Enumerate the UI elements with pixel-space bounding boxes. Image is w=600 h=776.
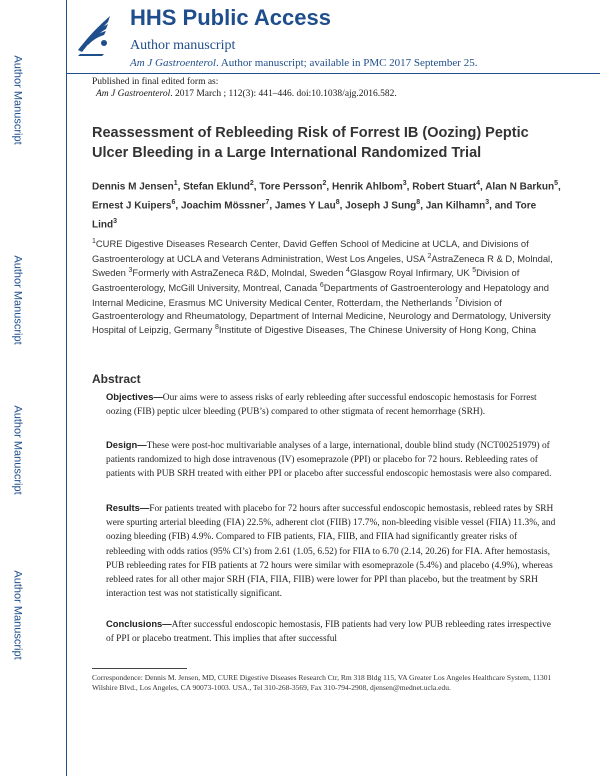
abstract-results	[106, 501, 558, 601]
affiliation-text: Division of Gastroenterology and Rheumatology, Department of Internal Medicine, Neurology and Dermatology, University Hospital of Leipzig, Germany	[92, 297, 551, 336]
journal-name: Am J Gastroenterol	[130, 57, 216, 69]
affiliation-number: 8	[214, 324, 219, 332]
affiliation-number: 3	[128, 267, 133, 275]
footnote-rule	[92, 668, 187, 669]
author-affiliation-mark: 8	[335, 198, 340, 206]
author-name: Alan N Barkun	[485, 181, 555, 193]
affiliation-text: Division of Gastroenterology, McGill University, Montreal, Canada	[92, 267, 520, 294]
author-affiliation-mark: 7	[265, 198, 270, 206]
objectives-text: Our aims were to assess risks of early rebleeding after successful endoscopic hemostasis for Forrest oozing (FIB) peptic ulcer bleeding (PUB’s) compared to other stigmata of recent hemorrhage (SRH).	[106, 393, 537, 418]
published-label: Published in final edited form as:	[92, 77, 219, 87]
design-label: Design—	[106, 439, 147, 450]
sidebar-label-text: Author Manuscript	[12, 570, 25, 660]
conclusions-text: After successful endoscopic hemostasis, FIB patients had very low PUB rebleeding rates irrespective of PPI or placebo treatment. This implies that after successful	[106, 620, 551, 645]
article-title: Reassessment of Rebleeding Risk of Forrest IB (Oozing) Peptic Ulcer Bleeding in a Large International Randomized Trial	[92, 125, 529, 161]
results-text: For patients treated with placebo for 72 hours after successful endoscopic hemostasis, rebleed rates by SRH were spurting arterial bleeding (FIA) 22.5%, adherent clot (FIIB) 17.7%, non-bleeding visible vessel (FIIA) 11.3%, and oozing bleeding (FIB) 4.9%. Compared to FIB patients, FIA, FIIB, and FIIA had significantly greater risks of rebleeding with odds ratios (95% CI’s) from 2.61 (1.05, 6.52) for FIIA to 6.70 (2.14, 20.26) for FIA. After hemostasis, PUB rebleeding rates for FIB patients at 72 hours were similar with esomeprazole (5.4%) and placebo (4.9%), whereas rebleed rates for all other major SRH (FIA, FIIA, FIIB) were lower for PPI than placebo, but the treatment by SRH interaction test was not statistically significant.	[106, 504, 556, 600]
sidebar-label-4	[4, 545, 32, 685]
design-text: These were post-hoc multivariable analyses of a large, international, double blind study (NCT00251979) of patients randomized to high dose intravenous (IV) esomeprazole (PPI) or placebo for 72 hours. Rebleeding rates of patients with PUB SRH treated with either PPI or placebo after successful endoscopic hemostasis were also compared.	[106, 441, 552, 480]
affiliation-text: AstraZeneca R & D, Molndal, Sweden	[92, 252, 553, 279]
header-rule	[67, 73, 600, 74]
affiliation-number: 4	[346, 267, 350, 275]
author-name: James Y Lau	[274, 200, 336, 212]
hhs-eagle-logo-icon	[74, 10, 114, 56]
author-name: Tore Lind	[92, 200, 537, 230]
citation-text: . 2017 March ; 112(3): 441–446. doi:10.1038/ajg.2016.582.	[170, 89, 397, 99]
author-name: Joachim Mössner	[180, 200, 266, 212]
author-affiliation-mark: 8	[416, 198, 421, 206]
author-affiliation-mark: 2	[322, 180, 327, 187]
publication-citation	[92, 88, 397, 100]
sidebar-label-1	[4, 30, 32, 170]
author-affiliation-mark: 6	[171, 198, 176, 206]
author-list: Dennis M Jensen$^1$, Stefan Eklund$^2$, Tore Persson$^2$, Henrik Ahlbom$^3$, Robert Stuart$^4$, Alan N Barkun$^5$, Ernest J Kuipers$^6$, Joachim Mössner$^7$, James Y Lau$^8$, Joseph J Sung$^8$, Jan Kilhamn$^3$, and Tore Lind$^3$	[92, 180, 561, 230]
author-affiliation-mark: 3	[402, 180, 407, 187]
availability-line	[130, 57, 477, 69]
affiliation-number: 7	[454, 296, 459, 304]
and-word: and	[494, 200, 513, 212]
affiliations	[92, 236, 562, 337]
hhs-title: HHS Public Access	[130, 5, 331, 30]
affiliation-number: 1	[92, 238, 96, 245]
journal-name: Am J Gastroenterol	[96, 89, 171, 99]
author-name: Henrik Ahlbom	[331, 181, 403, 193]
author-name: Joseph J Sung	[345, 200, 417, 212]
author-name: Dennis M Jensen	[92, 181, 174, 193]
author-name: Jan Kilhamn	[425, 200, 486, 212]
author-affiliation-mark: 1	[173, 180, 178, 187]
affiliation-number: 2	[427, 252, 432, 260]
author-name: Robert Stuart	[412, 181, 477, 193]
conclusions-label: Conclusions—	[106, 618, 172, 629]
author-affiliation-mark: 3	[113, 217, 118, 225]
abstract-conclusions	[106, 617, 558, 646]
affiliation-text: Institute of Digestive Diseases, The Chinese University of Hong Kong, China	[218, 324, 537, 336]
availability-text: . Author manuscript; available in PMC 2017 September 25.	[215, 57, 478, 69]
sidebar-label-text: Author Manuscript	[12, 405, 25, 495]
author-name: Stefan Eklund	[183, 181, 250, 193]
abstract-objectives	[106, 390, 558, 419]
abstract-heading: Abstract	[92, 372, 141, 386]
abstract-design	[106, 438, 558, 482]
affiliation-text: CURE Digestive Diseases Research Center, David Geffen School of Medicine at UCLA, and Divisions of Gastroenterology at UCLA and Veterans Administration, West Los Angeles, USA	[92, 238, 529, 264]
author-name: Tore Persson	[259, 181, 323, 193]
objectives-label: Objectives—	[106, 391, 163, 402]
affiliation-text: Departments of Gastroenterology and Hepatology and Internal Medicine, Erasmus MC University Medical Center, Rotterdam, the Netherlands	[92, 282, 549, 308]
results-label: Results—	[106, 502, 150, 513]
sidebar-label-3	[4, 380, 32, 520]
sidebar-rule	[66, 0, 67, 776]
publication-info	[92, 76, 397, 100]
sidebar-label-2	[4, 230, 32, 370]
sidebar-label-text: Author Manuscript	[12, 55, 25, 145]
affiliation-text: Formerly with AstraZeneca R&D, Molndal, Sweden	[132, 267, 344, 279]
author-affiliation-mark: 4	[476, 180, 480, 187]
affiliation-text: Glasgow Royal Infirmary, UK	[349, 267, 470, 279]
author-name: Ernest J Kuipers	[92, 200, 172, 212]
correspondence-footnote: Correspondence: Dennis M. Jensen, MD, CURE Digestive Diseases Research Ctr, Rm 318 Bldg 115, VA Greater Los Angeles Healthcare System, 11301 Wilshire Blvd., Los Angeles, CA 90073-1003. USA., Tel 310-268-3569, Fax 310-794-2908, djensen@mednet.ucla.edu.	[92, 673, 552, 692]
sidebar-label-text: Author Manuscript	[12, 255, 25, 345]
affiliation-number: 5	[472, 267, 477, 275]
author-affiliation-mark: 2	[249, 180, 254, 187]
affiliation-number: 6	[319, 282, 324, 290]
author-affiliation-mark: 5	[554, 180, 558, 187]
author-affiliation-mark: 3	[485, 198, 490, 206]
author-manuscript-label: Author manuscript	[130, 38, 236, 53]
